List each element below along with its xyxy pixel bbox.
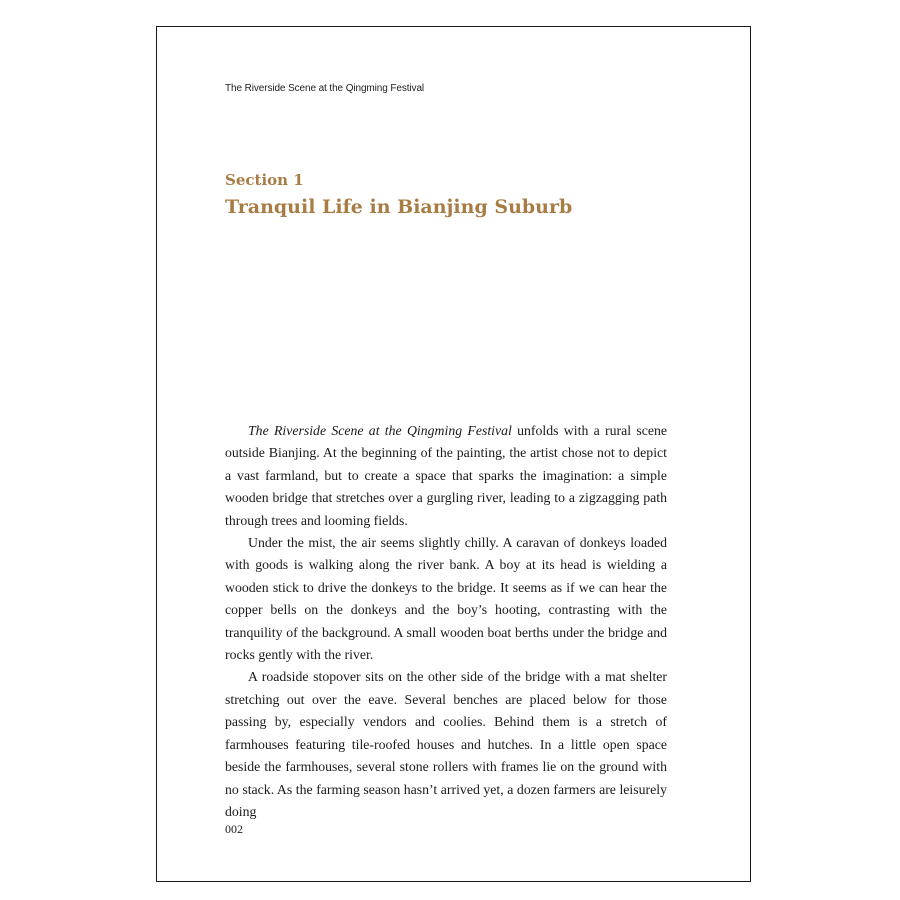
- paragraph-1: [225, 420, 667, 532]
- book-page: [156, 26, 751, 882]
- paragraph-1-text: unfolds with a rural scene outside Bianjing. At the beginning of the painting, the artist chose not to depict a vast farmland, but to create a space that sparks the imagination: a simple wooden bridge that stretches over a gurgling river, leading to a zigzagging path through trees and looming fields.: [225, 423, 667, 528]
- section-label: Section 1: [225, 171, 304, 189]
- paragraph-2: [225, 532, 667, 666]
- paragraph-2-text: Under the mist, the air seems slightly chilly. A caravan of donkeys loaded with goods is walking along the river bank. A boy at its head is wielding a wooden stick to drive the donkeys to the bridge. It seems as if we can hear the copper bells on the donkeys and the boy’s hooting, contrasting with the tranquility of the background. A small wooden boat berths under the bridge and rocks gently with the river.: [225, 535, 667, 663]
- paragraph-3: [225, 666, 667, 823]
- paragraph-3-text: A roadside stopover sits on the other side of the bridge with a mat shelter stretching out over the eave. Several benches are placed below for those passing by, especially vendors and coolies. Behind them is a stretch of farmhouses featuring tile-roofed houses and hutches. In a little open space beside the farmhouses, several stone rollers with frames lie on the ground with no stack. As the farming season hasn’t arrived yet, a dozen farmers are leisurely doing: [225, 669, 667, 819]
- running-head: The Riverside Scene at the Qingming Festival: [225, 83, 425, 94]
- page-number: 002: [225, 822, 243, 836]
- body-text: [225, 420, 667, 823]
- book-title-italic: The Riverside Scene at the Qingming Festival: [248, 423, 512, 438]
- section-title: Tranquil Life in Bianjing Suburb: [225, 196, 573, 218]
